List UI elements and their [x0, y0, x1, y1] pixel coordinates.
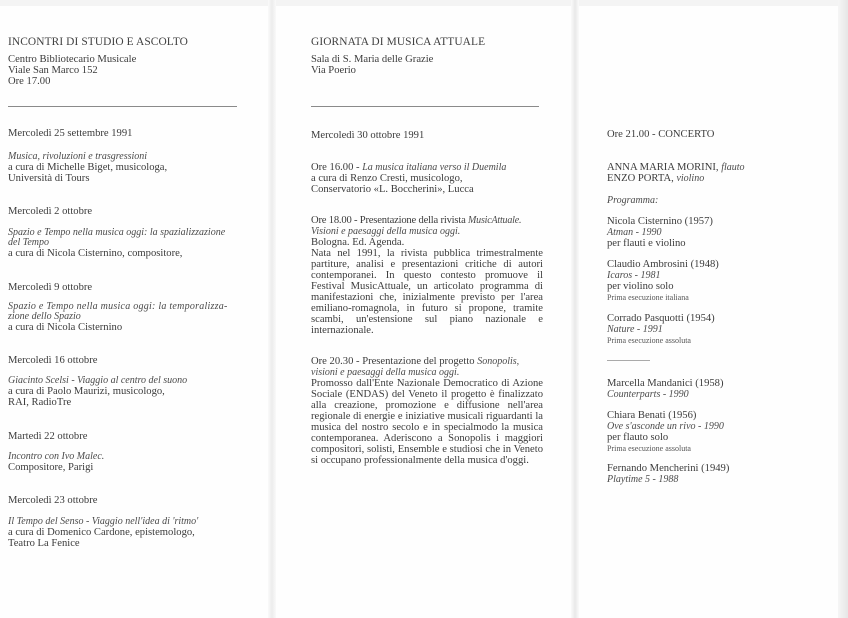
project-subtitle: visioni e paesaggi della musica oggi. — [311, 367, 460, 378]
event-detail: Università di Tours — [8, 173, 90, 184]
performance-note: Prima esecuzione assoluta — [607, 444, 691, 453]
event-detail: a cura di Nicola Cisternino, compositore, — [8, 248, 183, 259]
event-date: Mercoledì 25 settembre 1991 — [8, 128, 133, 139]
short-divider — [607, 360, 650, 361]
work-scoring: per flauto solo — [607, 432, 669, 443]
event-detail: Teatro La Fenice — [8, 538, 80, 549]
work-scoring: per flauti e violino — [607, 238, 686, 249]
session-detail: a cura di Renzo Cresti, musicologo, — [311, 173, 463, 184]
performer — [607, 173, 704, 184]
performer-name: ENZO PORTA, — [607, 173, 677, 184]
event-title: Spazio e Tempo nella musica oggi: la spazializzazione — [8, 227, 226, 238]
work-title: Atman - 1990 — [607, 227, 662, 238]
scan-right-edge — [838, 0, 848, 618]
scan-top-band — [0, 0, 848, 6]
event-title: del Tempo — [8, 237, 50, 248]
session-heading — [311, 356, 519, 367]
event-title: Spazio e Tempo nella musica oggi: la temporalizza- — [8, 301, 228, 312]
event-title: Musica, rivoluzioni e trasgressioni — [8, 151, 148, 162]
event-date: Mercoledì 2 ottobre — [8, 206, 93, 217]
divider-rule — [311, 106, 539, 107]
event-detail: a cura di Paolo Maurizi, musicologo, — [8, 386, 165, 397]
event-title: zione dello Spazio — [8, 311, 81, 322]
event-title: Incontro con Ivo Malec. — [8, 451, 105, 462]
event-detail: Compositore, Parigi — [8, 462, 94, 473]
composer: Marcella Mandanici (1958) — [607, 378, 724, 389]
project-title: Sonopolis, — [477, 356, 520, 367]
event-date: Mercoledì 16 ottobre — [8, 355, 98, 366]
session-time: Ore 16.00 - — [311, 162, 363, 173]
venue-line: Sala di S. Maria delle Grazie — [311, 54, 434, 65]
event-detail: a cura di Nicola Cisternino — [8, 322, 123, 333]
programme-label: Programma: — [607, 195, 659, 206]
composer: Nicola Cisternino (1957) — [607, 216, 713, 227]
event-date: Mercoledì 9 ottobre — [8, 282, 93, 293]
composer: Fernando Mencherini (1949) — [607, 463, 730, 474]
session-time: Ore 18.00 - Presentazione della rivista — [311, 215, 469, 226]
session-heading — [311, 215, 521, 226]
session-title: La musica italiana verso il Duemila — [362, 162, 507, 173]
work-title: Icaros - 1981 — [607, 270, 661, 281]
venue-line: Viale San Marco 152 — [8, 65, 98, 76]
left-panel-heading: INCONTRI DI STUDIO E ASCOLTO — [8, 36, 188, 48]
session-heading — [311, 162, 506, 173]
fold-line-right — [571, 0, 579, 618]
work-title: Ove s'asconde un rivo - 1990 — [607, 421, 724, 432]
event-date: Martedì 22 ottobre — [8, 431, 88, 442]
work-scoring: per violino solo — [607, 281, 674, 292]
work-title: Nature - 1991 — [607, 324, 663, 335]
venue-line: Via Poerio — [311, 65, 356, 76]
session-description: Nata nel 1991, la rivista pubblica trimestralmente partiture, analisi e presentazioni critiche di autori contemporanei. In questo contesto promuove il Festival MusicAttuale, un articolato programma di manifestazioni che, inizialmente previsto per l'area emiliano-romagnola, in futuro si propone, tramite scambi, un'estensione sul piano nazionale e internazionale. — [311, 248, 543, 336]
magazine-subtitle: Visioni e paesaggi della musica oggi. — [311, 226, 461, 237]
session-detail: Conservatorio «L. Boccherini», Lucca — [311, 184, 474, 195]
session-time: Ore 20.30 - Presentazione del progetto — [311, 356, 478, 367]
session-description: Promosso dall'Ente Nazionale Democratico di Azione Sociale (ENDAS) del Veneto il progetto è finalizzato alla creazione, promozione e diffusione nell'area regionale di energie e iniziative musicali riguardanti la musica del nostro secolo e in specialmodo la musica contemporanea. Aderiscono a Sonopolis i maggiori compositori, solisti, Ensemble e studiosi che in Veneto si occupano professionalmente della musica d'oggi. — [311, 378, 543, 466]
publisher: Bologna. Ed. Agenda. — [311, 237, 405, 248]
fold-line-left — [268, 0, 276, 618]
composer: Corrado Pasquotti (1954) — [607, 313, 715, 324]
venue-line: Ore 17.00 — [8, 76, 51, 87]
performer — [607, 162, 745, 173]
event-date: Mercoledì 30 ottobre 1991 — [311, 130, 425, 141]
magazine-title: MusicAttuale. — [468, 215, 522, 226]
composer: Claudio Ambrosini (1948) — [607, 259, 719, 270]
performer-name: ANNA MARIA MORINI, — [607, 162, 722, 173]
work-title: Playtime 5 - 1988 — [607, 474, 679, 485]
event-date: Mercoledì 23 ottobre — [8, 495, 98, 506]
performer-instrument: violino — [676, 173, 705, 184]
performance-note: Prima esecuzione italiana — [607, 293, 689, 302]
performance-note: Prima esecuzione assoluta — [607, 336, 691, 345]
venue-line: Centro Bibliotecario Musicale — [8, 54, 137, 65]
work-title: Counterparts - 1990 — [607, 389, 689, 400]
event-detail: a cura di Domenico Cardone, epistemologo, — [8, 527, 195, 538]
concert-heading: Ore 21.00 - CONCERTO — [607, 129, 715, 140]
event-detail: RAI, RadioTre — [8, 397, 72, 408]
event-detail: a cura di Michelle Biget, musicologa, — [8, 162, 168, 173]
event-title: Il Tempo del Senso - Viaggio nell'idea di 'ritmo' — [8, 516, 199, 527]
divider-rule — [8, 106, 237, 107]
event-title: Giacinto Scelsi - Viaggio al centro del suono — [8, 375, 188, 386]
performer-instrument: flauto — [721, 162, 745, 173]
composer: Chiara Benati (1956) — [607, 410, 697, 421]
middle-panel-heading: GIORNATA DI MUSICA ATTUALE — [311, 36, 486, 48]
